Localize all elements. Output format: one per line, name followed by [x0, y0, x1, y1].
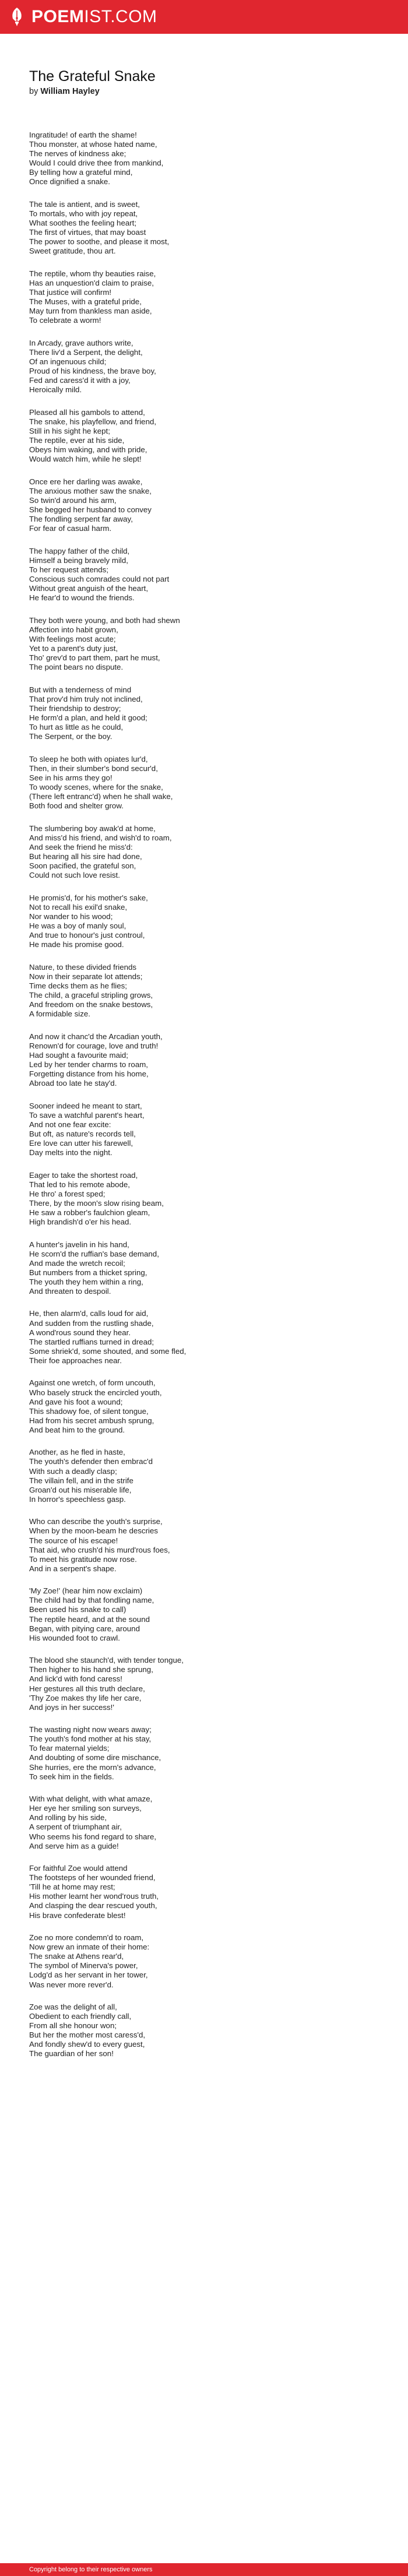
- poem-line: Who basely struck the encircled youth,: [29, 1388, 162, 1397]
- poem-line: The child had by that fondling name,: [29, 1596, 154, 1605]
- poem-line: And freedom on the snake bestows,: [29, 1000, 153, 1009]
- poem-line: That justice will confirm!: [29, 288, 112, 297]
- poem-line: To save a watchful parent's heart,: [29, 1110, 145, 1120]
- poem-line: What soothes the feeling heart;: [29, 219, 137, 228]
- stanza: [29, 1586, 356, 1642]
- poem-line: Both food and shelter grow.: [29, 801, 124, 811]
- poem-line: In horror's speechless gasp.: [29, 1494, 126, 1504]
- poem-title: The Grateful Snake: [29, 68, 156, 85]
- poem-line: Groan'd out his miserable life,: [29, 1485, 132, 1494]
- poem-line: 'Thy Zoe makes thy life her care,: [29, 1693, 142, 1702]
- poem-line: Had sought a favourite maid;: [29, 1050, 129, 1060]
- poem-line: That aid, who crush'd his murd'rous foes,: [29, 1545, 170, 1554]
- poem-line: He form'd a plan, and held it good;: [29, 713, 147, 722]
- poem-line: This shadowy foe, of silent tongue,: [29, 1406, 149, 1416]
- poem-line: The source of his escape!: [29, 1536, 118, 1545]
- poem-line: And rolling by his side,: [29, 1813, 107, 1822]
- poem-line: To celebrate a worm!: [29, 316, 101, 325]
- poem-line: The youth's fond mother at his stay,: [29, 1734, 152, 1744]
- poem-line: And threaten to despoil.: [29, 1286, 111, 1296]
- poem-line: The slumbering boy awak'd at home,: [29, 824, 156, 833]
- poem-line: A formidable size.: [29, 1009, 90, 1018]
- poem-line: To sleep he both with opiates lur'd,: [29, 754, 148, 763]
- poem-line: High brandish'd o'er his head.: [29, 1217, 132, 1226]
- poem-line: Another, as he fled in haste,: [29, 1448, 125, 1457]
- poem-line: (There left entranc'd) when he shall wake,: [29, 791, 173, 801]
- poem-line: He saw a robber's faulchion gleam,: [29, 1208, 150, 1217]
- poem-line: Sweet gratitude, thou art.: [29, 247, 116, 256]
- poem-line: They both were young, and both had shewn: [29, 615, 180, 625]
- poem-line: Then higher to his hand she sprung,: [29, 1665, 153, 1674]
- stanza: [29, 1240, 356, 1296]
- poem-line: Of an ingenuous child;: [29, 357, 107, 367]
- poem-line: Been used his snake to call): [29, 1605, 126, 1614]
- stanza: [29, 1933, 356, 1989]
- poem-line: Now in their separate lot attends;: [29, 972, 143, 981]
- poem-line: Time decks them as he flies;: [29, 981, 127, 990]
- stanza: [29, 408, 356, 464]
- poem-line: A wond'rous sound they hear.: [29, 1328, 131, 1337]
- poem-line: To woody scenes, where for the snake,: [29, 782, 163, 791]
- stanza: [29, 963, 356, 1019]
- stanza: [29, 1794, 356, 1850]
- poem-line: The tale is antient, and is sweet,: [29, 199, 140, 209]
- poem-line: Ingratitude! of earth the shame!: [29, 131, 137, 139]
- poem-line: Began, with pitying care, around: [29, 1624, 140, 1633]
- poem-line: The Serpent, or the boy.: [29, 732, 112, 741]
- stanza: [29, 2003, 356, 2058]
- poem-line: He thro' a forest sped;: [29, 1189, 105, 1198]
- poem-line: Zoe no more condemn'd to roam,: [29, 1933, 144, 1942]
- poem-line: The anxious mother saw the snake,: [29, 486, 152, 495]
- quill-pen-icon: [8, 7, 26, 27]
- stanza: [29, 200, 356, 256]
- poem-line: The fondling serpent far away,: [29, 515, 133, 524]
- poem-line: Once dignified a snake.: [29, 177, 110, 186]
- poem-line: A serpent of triumphant air,: [29, 1822, 122, 1832]
- poem-line: And true to honour's just controul,: [29, 930, 145, 939]
- poem-line: Thou monster, at whose hated name,: [29, 140, 157, 149]
- poem-line: Eager to take the shortest road,: [29, 1170, 138, 1180]
- poem-line: Her gestures all this truth declare,: [29, 1684, 145, 1693]
- poem-line: There liv'd a Serpent, the delight,: [29, 347, 143, 357]
- poem-line: To meet his gratitude now rose.: [29, 1554, 137, 1564]
- copyright-text: Copyright belong to their respective owners: [29, 2566, 153, 2573]
- poem-line: And clasping the dear rescued youth,: [29, 1901, 157, 1910]
- poem-line: Not to recall his exil'd snake,: [29, 902, 128, 912]
- poem-line: His mother learnt her wond'rous truth,: [29, 1892, 159, 1901]
- poem-line: And now it chanc'd the Arcadian youth,: [29, 1032, 163, 1041]
- poem-line: The snake at Athens rear'd,: [29, 1952, 124, 1961]
- poem-line: Would I could drive thee from mankind,: [29, 159, 164, 168]
- poem-line: May turn from thankless man aside,: [29, 307, 152, 316]
- poem-line: And serve him as a guide!: [29, 1841, 119, 1850]
- poem-line: Obeys him waking, and with pride,: [29, 445, 147, 455]
- poem-line: And gave his foot a wound;: [29, 1397, 123, 1406]
- poem-line: Who seems his fond regard to share,: [29, 1832, 157, 1841]
- stanza: [29, 685, 356, 741]
- poem-line: Their friendship to destroy;: [29, 703, 121, 713]
- stanza: [29, 1171, 356, 1227]
- poem-line: In Arcady, grave authors write,: [29, 338, 133, 347]
- poem-line: His brave confederate blest!: [29, 1910, 126, 1920]
- poem-line: Himself a being bravely mild,: [29, 555, 128, 565]
- poem-line: But hearing all his sire had done,: [29, 851, 142, 861]
- stanza: [29, 1725, 356, 1781]
- poem-line: Lodg'd as her servant in her tower,: [29, 1970, 148, 1980]
- poem-line: Ere love can utter his farewell,: [29, 1138, 133, 1148]
- poem-line: The villain fell, and in the strife: [29, 1476, 133, 1485]
- poem-line: And in a serpent's shape.: [29, 1564, 117, 1573]
- poem-line: The Muses, with a grateful pride,: [29, 297, 142, 307]
- stanza: [29, 1102, 356, 1157]
- poem-line: And seek the friend he miss'd:: [29, 842, 133, 851]
- poem-article: [29, 68, 356, 2072]
- poem-line: And doubting of some dire mischance,: [29, 1753, 161, 1762]
- poem-line: She begged her husband to convey: [29, 505, 152, 515]
- stanza: [29, 339, 356, 395]
- poem-line: When by the moon-beam he descries: [29, 1526, 158, 1536]
- poem-line: The reptile heard, and at the sound: [29, 1614, 150, 1624]
- poem-line: Affection into habit grown,: [29, 625, 118, 634]
- poem-line: He promis'd, for his mother's sake,: [29, 893, 148, 902]
- poem-line: Zoe was the delight of all,: [29, 2003, 117, 2012]
- poem-line: He, then alarm'd, calls loud for aid,: [29, 1309, 149, 1318]
- poem-line: Led by her tender charms to roam,: [29, 1060, 148, 1069]
- poem-line: A hunter's javelin in his hand,: [29, 1240, 129, 1249]
- poem-line: From all she honour won;: [29, 2021, 117, 2030]
- stanza: [29, 824, 356, 880]
- stanza: [29, 131, 356, 186]
- poem-line: And lick'd with fond caress!: [29, 1674, 122, 1684]
- poem-line: But with a tenderness of mind: [29, 685, 132, 694]
- stanza: [29, 1378, 356, 1434]
- stanza: [29, 1309, 356, 1365]
- poem-line: The point bears no dispute.: [29, 663, 124, 672]
- poem-line: Has an unquestion'd claim to praise,: [29, 279, 154, 287]
- poem-line: Sooner indeed he meant to start,: [29, 1101, 142, 1110]
- poem-line: Tho' grev'd to part them, part he must,: [29, 653, 160, 663]
- stanza: [29, 1448, 356, 1504]
- poem-line: And miss'd his friend, and wish'd to roam,: [29, 833, 172, 842]
- poem-line: And made the wretch recoil;: [29, 1258, 125, 1268]
- poem-line: He scorn'd the ruffian's base demand,: [29, 1249, 159, 1258]
- stanza: [29, 477, 356, 533]
- poem-line: Now grew an inmate of their home:: [29, 1942, 150, 1952]
- logo-wordmark: [31, 8, 157, 26]
- poem-line: Heroically mild.: [29, 385, 82, 395]
- poem-line: Could not such love resist.: [29, 871, 120, 879]
- poem-line: 'Till he at home may rest;: [29, 1882, 115, 1892]
- site-logo[interactable]: [8, 7, 157, 27]
- poem-line: Had from his secret ambush sprung,: [29, 1416, 154, 1425]
- poem-line: The wasting night now wears away;: [29, 1725, 152, 1734]
- stanza: [29, 755, 356, 811]
- poem-line: And fondly shew'd to every guest,: [29, 2040, 145, 2049]
- poem-line: For faithful Zoe would attend: [29, 1864, 128, 1873]
- poem-line: Proud of his kindness, the brave boy,: [29, 367, 156, 376]
- poem-line: The startled ruffians turned in dread;: [29, 1337, 154, 1346]
- poem-line: His wounded foot to crawl.: [29, 1633, 120, 1642]
- site-header: [0, 0, 408, 34]
- stanza: [29, 269, 356, 325]
- poem-line: But oft, as nature's records tell,: [29, 1129, 136, 1138]
- poem-line: The nerves of kindness ake;: [29, 149, 126, 159]
- byline-prefix: by: [29, 87, 38, 96]
- poem-line: To mortals, who with joy repeat,: [29, 209, 138, 219]
- poem-line: He was a boy of manly soul,: [29, 921, 126, 930]
- poem-line: Without great anguish of the heart,: [29, 584, 149, 593]
- poem-line: To seek him in the fields.: [29, 1772, 114, 1781]
- poem-line: Their foe approaches near.: [29, 1356, 122, 1365]
- logo-light-text: IST.COM: [84, 7, 157, 26]
- logo-bold-text: POEM: [31, 7, 85, 26]
- poem-line: Fed and caress'd it with a joy,: [29, 376, 131, 385]
- poem-line: And joys in her success!': [29, 1702, 114, 1712]
- poem-line: Forgetting distance from his home,: [29, 1069, 149, 1078]
- stanza: [29, 1517, 356, 1573]
- poem-line: Pleased all his gambols to attend,: [29, 407, 145, 417]
- poem-line: Some shriek'd, some shouted, and some fled,: [29, 1346, 187, 1356]
- poem-line: The first of virtues, that may boast: [29, 228, 146, 237]
- poem-line: To hurt as little as he could,: [29, 723, 124, 731]
- poem-line: And beat him to the ground.: [29, 1425, 125, 1434]
- poem-line: Once ere her darling was awake,: [29, 477, 143, 486]
- stanza: [29, 1656, 356, 1712]
- poem-line: Her eye her smiling son surveys,: [29, 1804, 142, 1813]
- poem-line: Who can describe the youth's surprise,: [29, 1517, 163, 1526]
- poem-line: For fear of casual harm.: [29, 524, 112, 533]
- poem-line: The footsteps of her wounded friend,: [29, 1873, 156, 1882]
- poem-line: Against one wretch, of form uncouth,: [29, 1378, 156, 1388]
- poem-line: Still in his sight he kept;: [29, 427, 110, 435]
- poem-line: Nature, to these divided friends: [29, 962, 137, 972]
- stanza: [29, 616, 356, 672]
- poem-line: See in his arms they go!: [29, 773, 112, 782]
- poem-line: Was never more rever'd.: [29, 1980, 114, 1989]
- poem-line: Renown'd for courage, love and truth!: [29, 1041, 159, 1050]
- poem-line: The youth's defender then embrac'd: [29, 1457, 153, 1466]
- poem-line: To fear maternal yields;: [29, 1744, 110, 1753]
- poem-line: With such a deadly clasp;: [29, 1466, 117, 1476]
- poem-line: Abroad too late he stay'd.: [29, 1078, 117, 1088]
- poem-line: The happy father of the child,: [29, 546, 130, 555]
- poem-line: The reptile, whom thy beauties raise,: [29, 269, 156, 278]
- poem-line: Would watch him, while he slept!: [29, 455, 142, 464]
- poem-line: That prov'd him truly not inclined,: [29, 694, 143, 703]
- stanza: [29, 547, 356, 603]
- poem-line: Obedient to each friendly call,: [29, 2012, 132, 2021]
- poem-line: Yet to a parent's duty just,: [29, 643, 118, 653]
- poem-line: The snake, his playfellow, and friend,: [29, 417, 157, 426]
- poem-line: The guardian of her son!: [29, 2049, 114, 2058]
- stanza: [29, 1864, 356, 1920]
- poem-line: He made his promise good.: [29, 939, 124, 949]
- stanza: [29, 893, 356, 949]
- poem-line: Then, in their slumber's bond secur'd,: [29, 763, 158, 773]
- poem-line: Conscious such comrades could not part: [29, 575, 170, 583]
- poem-line: To her request attends;: [29, 565, 109, 574]
- poem-line: By telling how a grateful mind,: [29, 168, 133, 177]
- author-link[interactable]: William Hayley: [40, 87, 100, 96]
- poem-line: She hurries, ere the morn's advance,: [29, 1762, 156, 1772]
- poem-line: Soon pacified, the grateful son,: [29, 861, 136, 870]
- poem-line: The reptile, ever at his side,: [29, 436, 125, 445]
- poem-line: The blood she staunch'd, with tender tongue,: [29, 1656, 184, 1665]
- poem-line: There, by the moon's slow rising beam,: [29, 1198, 164, 1208]
- poem-line: So twin'd around his arm,: [29, 495, 117, 505]
- poem-line: But numbers from a thicket spring,: [29, 1268, 147, 1277]
- poem-line: He fear'd to wound the friends.: [29, 593, 135, 603]
- poem-line: With feelings most acute;: [29, 634, 116, 643]
- poem-line: But her the mother most caress'd,: [29, 2030, 146, 2040]
- poem-body: [29, 131, 356, 2059]
- poem-line: With what delight, with what amaze,: [29, 1794, 153, 1804]
- byline: [29, 86, 356, 97]
- poem-line: The child, a graceful stripling grows,: [29, 990, 153, 1000]
- poem-line: 'My Zoe!' (hear him now exclaim): [29, 1586, 143, 1596]
- stanza: [29, 1032, 356, 1088]
- poem-line: And sudden from the rustling shade,: [29, 1318, 154, 1328]
- poem-line: That led to his remote abode,: [29, 1180, 130, 1189]
- poem-line: The power to soothe, and please it most,: [29, 237, 170, 247]
- site-footer: [0, 2563, 408, 2576]
- poem-line: The youth they hem within a ring,: [29, 1277, 143, 1286]
- poem-line: And not one fear excite:: [29, 1120, 111, 1129]
- poem-line: The symbol of Minerva's power,: [29, 1961, 138, 1970]
- poem-line: Nor wander to his wood;: [29, 912, 113, 921]
- poem-line: Day melts into the night.: [29, 1148, 112, 1157]
